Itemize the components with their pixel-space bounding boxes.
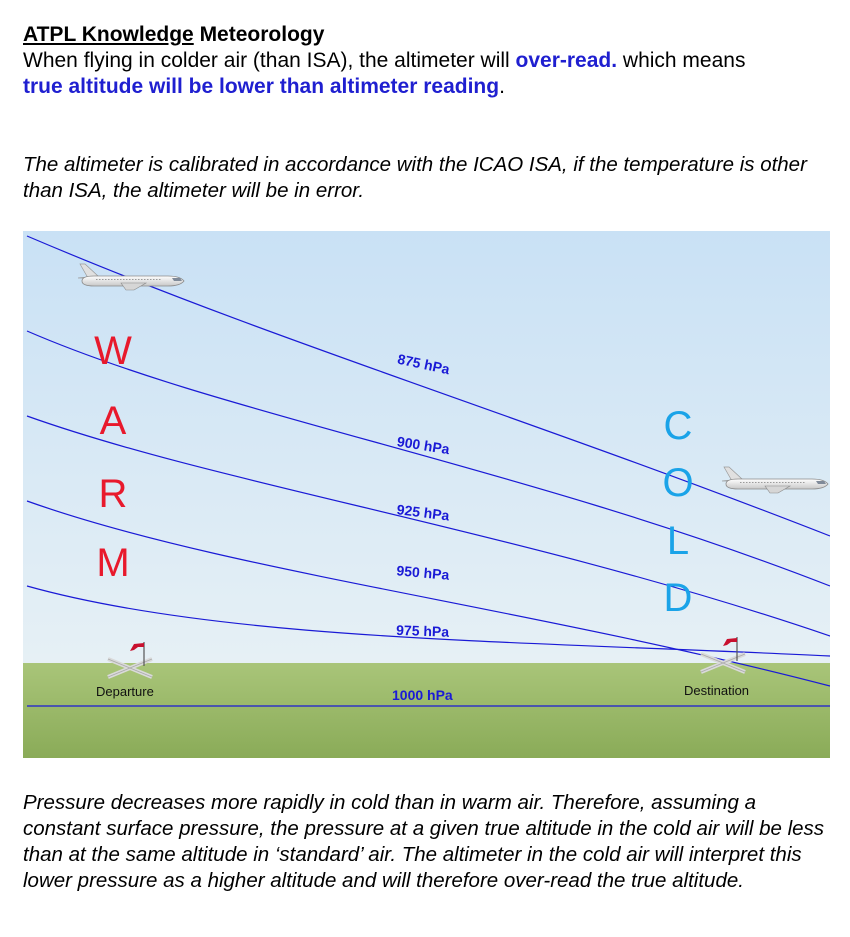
warm-letter: R xyxy=(98,472,128,516)
isobar-label-1000: 1000 hPa xyxy=(392,687,453,703)
isobar-label-975: 975 hPa xyxy=(395,621,450,640)
cold-letter: L xyxy=(666,519,690,563)
warm-letter: M xyxy=(96,541,130,585)
intro-text xyxy=(23,48,823,100)
isobar-label-875: 875 hPa xyxy=(396,350,452,378)
destination-label: Destination xyxy=(684,683,750,698)
warm-letter: A xyxy=(99,399,127,443)
heading-rest: Meteorology xyxy=(193,23,325,46)
true-altitude-text: true altitude will be lower than altimeter reading xyxy=(23,75,500,98)
isobar-label-925: 925 hPa xyxy=(395,501,451,524)
over-read-text: over-read. xyxy=(515,49,618,72)
isobar-label-950: 950 hPa xyxy=(395,562,450,583)
cold-letter: O xyxy=(662,461,694,505)
cold-letter: D xyxy=(663,576,693,620)
page-heading xyxy=(23,22,324,48)
departure-label: Departure xyxy=(96,684,154,699)
intro-period: . xyxy=(499,75,505,98)
intro-part1: When flying in colder air (than ISA), the altimeter will xyxy=(23,49,516,72)
intro-part2: which means xyxy=(617,49,746,72)
cold-letter: C xyxy=(663,404,693,448)
isobar-label-900: 900 hPa xyxy=(395,433,451,458)
explanation-paragraph: Pressure decreases more rapidly in cold than in warm air. Therefore, assuming a constant surface pressure, the pressure at a given true altitude in the cold air will be less than at the same altitude in ‘standard’ air. The altimeter in the cold air will interpret this lower pressure as a higher altitude and will therefore over-read the true altitude. xyxy=(23,791,825,892)
calibration-paragraph: The altimeter is calibrated in accordance with the ICAO ISA, if the temperature is other than ISA, the altimeter will be in error. xyxy=(23,153,807,202)
warm-letter: W xyxy=(94,329,132,373)
isobar-diagram xyxy=(23,231,830,758)
heading-underlined: ATPL Knowledge xyxy=(23,23,194,46)
diagram-svg xyxy=(23,231,830,758)
